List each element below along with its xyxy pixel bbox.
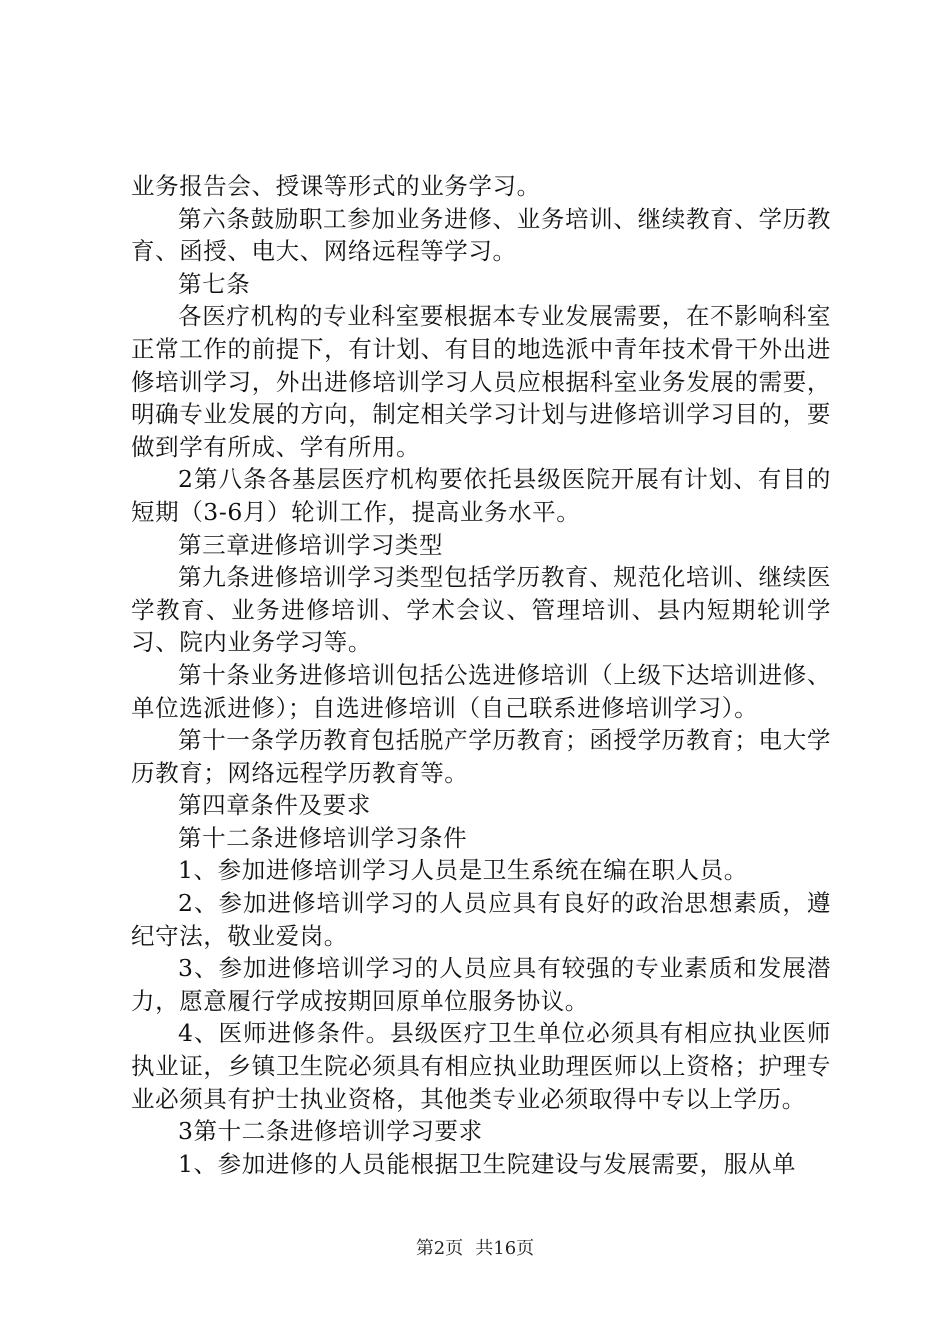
chapter-heading: 第四章条件及要求: [178, 791, 371, 820]
list-item: 1、参加进修培训学习人员是卫生系统在编在职人员。: [178, 856, 748, 885]
paragraph: 第六条鼓励职工参加业务进修、业务培训、继续教育、学历教育、函授、电大、网络远程等学习。: [131, 204, 831, 266]
paragraph: 2第八条各基层医疗机构要依托县级医院开展有计划、有目的短期（3-6月）轮训工作，提高业务水平。: [131, 465, 831, 526]
page-footer: [0, 1234, 950, 1260]
paragraph: 第十条业务进修培训包括公选进修培训（上级下达培训进修、单位选派进修）；自选进修培训（自己联系进修培训学习）。: [131, 660, 831, 722]
list-item: 2、参加进修培训学习的人员应具有良好的政治思想素质，遵纪守法，敬业爱岗。: [131, 889, 831, 950]
chapter-heading: 第三章进修培训学习类型: [178, 530, 444, 559]
paragraph: 第十二条进修培训学习条件: [178, 823, 468, 852]
list-item: 1、参加进修的人员能根据卫生院建设与发展需要，服从单: [178, 1149, 797, 1178]
list-item: 3、参加进修培训学习的人员应具有较强的专业素质和发展潜力，愿意履行学成按期回原单位服务协议。: [131, 954, 831, 1015]
paragraph: 业务报告会、授课等形式的业务学习。: [131, 172, 541, 200]
total-pages: 共16页: [475, 1238, 535, 1259]
paragraph: 第十一条学历教育包括脱产学历教育；函授学历教育；电大学历教育；网络远程学历教育等。: [131, 726, 831, 787]
list-item: 4、医师进修条件。县级医疗卫生单位必须具有相应执业医师执业证，乡镇卫生院必须具有相应执业助理医师以上资格；护理专业必须具有护士执业资格，其他类专业必须取得中专以上学历。: [131, 1019, 831, 1113]
page-number: 第2页: [415, 1238, 464, 1259]
body-text: [131, 170, 831, 1180]
paragraph: 第七条: [178, 269, 251, 298]
paragraph: 第九条进修培训学习类型包括学历教育、规范化培训、继续医学教育、业务进修培训、学术会议、管理培训、县内短期轮训学习、院内业务学习等。: [131, 563, 831, 657]
paragraph: 3第十二条进修培训学习要求: [178, 1117, 483, 1146]
paragraph: 各医疗机构的专业科室要根据本专业发展需要，在不影响科室正常工作的前提下，有计划、有目的地选派中青年技术骨干外出进修培训学习，外出进修培训学习人员应根据科室业务发展的需要，明确专业发展的方向，制定相关学习计划与进修培训学习目的，要做到学有所成、学有所用。: [131, 302, 831, 461]
